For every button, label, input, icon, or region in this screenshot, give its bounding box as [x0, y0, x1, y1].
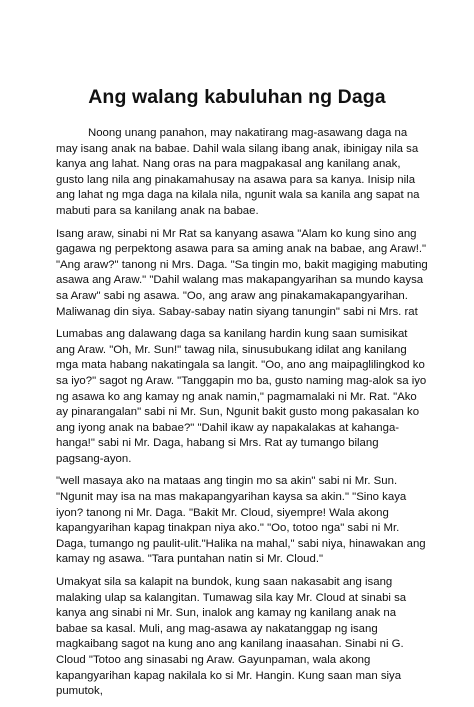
paragraph-3: Lumabas ang dalawang daga sa kanilang hardin kung saan sumisikat ang Araw. "Oh, Mr. Sun!" tawag nila, sinusubukang idilat ang kanilang mga mata habang nakatingala sa langit. "Oo, ano ang maipaglilingkod ko sa iyo?" sagot ng Araw. "Tanggapin mo ba, gusto naming mag-alok sa iyo ng asawa ko ang kamay ng anak namin," pagmamalaki ni Mr. Rat. "Ako ay pinarangalan" sabi ni Mr. Sun, Ngunit bakit gusto mong pakasalan ko ang iyong anak na babae?" "Dahil ikaw ay napakalakas at kahanga-hanga!" sabi ni Mr. Daga, habang si Mrs. Rat ay tumango bilang pagsang-ayon.	[56, 328, 427, 465]
paragraph-1: Noong unang panahon, may nakatirang mag-asawang daga na may isang anak na babae. Dahil wala silang ibang anak, ibinigay nila sa kanya ang lahat. Nang oras na para magpakasal ang kanilang anak, gusto lang nila ang pinakamahusay na asawa para sa kanya. Inisip nila ang lahat ng mga daga na kilala nila, ngunit wala sa kanila ang sapat na mabuti para sa kanilang anak na babae.	[56, 127, 420, 217]
paragraph-4: "well masaya ako na mataas ang tingin mo sa akin" sabi ni Mr. Sun. "Ngunit may isa na mas makapangyarihan kaysa sa akin." "Sino kaya iyon? tanong ni Mr. Daga. "Bakit Mr. Cloud, siyempre! Wala akong kapangyarihan kapag tinakpan niya ako." "Oo, totoo nga" sabi ni Mr. Daga, tumango ng paulit-ulit."Halika na mahal," sabi niya, hinawakan ang kamay ng asawa. "Tara puntahan natin si Mr. Cloud."	[56, 475, 426, 566]
paragraph-2: Isang araw, sinabi ni Mr Rat sa kanyang asawa "Alam ko kung sino ang gagawa ng perpektong asawa para sa aming anak na babae, ang Araw!." "Ang araw?" tanong ni Mrs. Daga. "Sa tingin mo, bakit magiging mabuting asawa ang Araw." "Dahil walang mas makapangyarihan sa mundo kaysa sa Araw" sabi ng asawa. "Oo, ang araw ang pinakamakapangyarihan. Maliwanag din siya. Sabay-sabay natin siyang tanungin" sabi ni Mrs. rat	[56, 227, 428, 318]
paragraph-5: Umakyat sila sa kalapit na bundok, kung saan nakasabit ang isang malaking ulap sa kalangitan. Tumawag sila kay Mr. Cloud at sinabi sa kanya ang sinabi ni Mr. Sun, inalok ang kamay ng kanilang anak na babae sa kasal. Muli, ang mag-asawa ay nakatanggap ng isang magkaibang sagot na kung ano ang kanilang inaasahan. Sinabi ni G. Cloud "Totoo ang sinasabi ng Araw. Gayunpaman, wala akong kapangyarihan kapag nakilala ko si Mr. Hangin. Kung saan man siya pumutok,	[56, 576, 407, 698]
document-body	[56, 126, 428, 707]
document-title: Ang walang kabuluhan ng Daga	[88, 86, 386, 108]
